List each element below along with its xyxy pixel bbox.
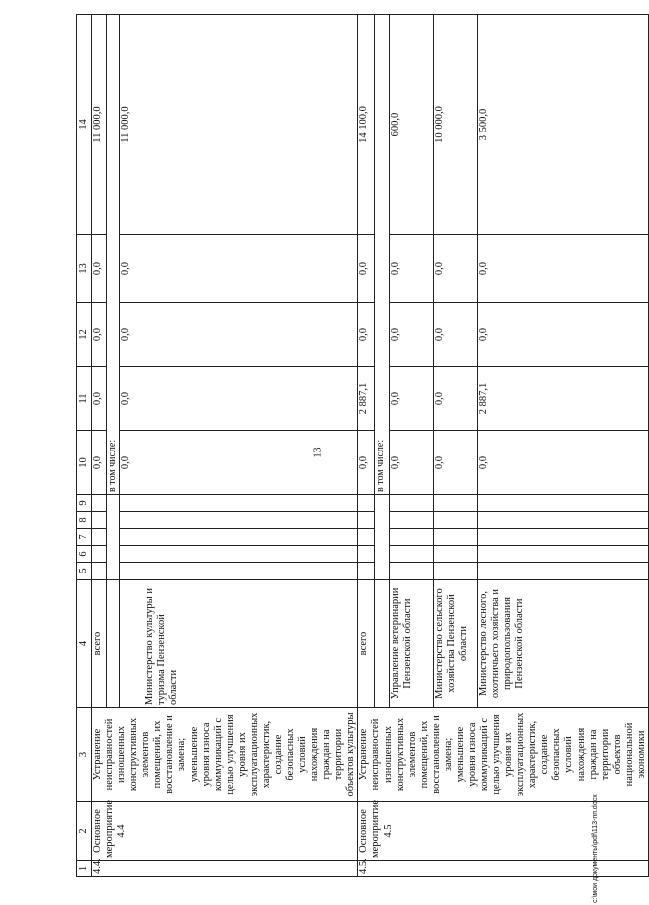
header-cell: 7	[77, 529, 92, 546]
value-c11: 0,0	[119, 367, 357, 431]
value-c14: 3 500,0	[477, 15, 648, 235]
value-c13: 0,0	[433, 235, 477, 303]
total-label: всего	[92, 580, 107, 708]
event-description: Устранение неисправностей изношенных конструктивных элементов помещений, их восстановление и замена; уменьшение уровня износа коммуникаций с целью улучшения уровня их эксплуатационных характеристик, создание безопасных условий нахождения граждан на территории объектов национальной экономики	[358, 708, 649, 802]
empty-cell	[433, 563, 477, 580]
in-that-label: в том числе:	[375, 15, 389, 495]
total-c11: 2 887,1	[358, 367, 375, 431]
empty-cell	[389, 563, 433, 580]
empty-cell	[119, 529, 357, 546]
empty-cell	[375, 580, 389, 708]
empty-cell	[92, 563, 107, 580]
header-cell: 12	[77, 303, 92, 367]
executor-name: Министерство лесного, охотничьего хозяйства и природопользования Пензенской области	[477, 580, 648, 708]
header-cell: 11	[77, 367, 92, 431]
empty-cell	[477, 563, 648, 580]
in-that-label: в том числе:	[107, 15, 120, 495]
empty-cell	[107, 580, 120, 708]
empty-cell	[389, 495, 433, 512]
event-name: Основное мероприятие 4.4	[92, 802, 358, 861]
header-cell: 9	[77, 495, 92, 512]
value-c10: 0,0	[119, 431, 357, 495]
total-c13: 0,0	[92, 235, 107, 303]
empty-cell	[92, 495, 107, 512]
empty-cell	[92, 529, 107, 546]
value-c12: 0,0	[389, 303, 433, 367]
event-description: Устранение неисправностей изношенных конструктивных элементов помещений, их восстановление и замена; уменьшение уровня износа коммуникаций с целью улучшения уровня их эксплуатационных характеристик, создание безопасных условий нахождения граждан на территории объектов культуры	[92, 708, 358, 802]
value-c14: 10 000,0	[433, 15, 477, 235]
header-cell: 1	[77, 861, 92, 877]
value-c14: 11 000,0	[119, 15, 357, 235]
empty-cell	[433, 512, 477, 529]
value-c13: 0,0	[477, 235, 648, 303]
page-number: 13	[312, 447, 324, 458]
value-c13: 0,0	[389, 235, 433, 303]
empty-cell	[119, 563, 357, 580]
empty-cell	[389, 512, 433, 529]
value-c12: 0,0	[433, 303, 477, 367]
event-name: Основное мероприятие 4.5	[358, 802, 649, 861]
value-c11: 0,0	[389, 367, 433, 431]
empty-cell	[358, 512, 375, 529]
header-cell: 13	[77, 235, 92, 303]
executor-name: Министерство сельского хозяйства Пензенской области	[433, 580, 477, 708]
value-c10: 0,0	[389, 431, 433, 495]
empty-cell	[92, 512, 107, 529]
value-c11: 2 887,1	[477, 367, 648, 431]
executor-name: Управление ветеринарии Пензенской области	[389, 580, 433, 708]
value-c12: 0,0	[477, 303, 648, 367]
empty-cell	[433, 495, 477, 512]
total-c11: 0,0	[92, 367, 107, 431]
total-c14: 11 000,0	[92, 15, 107, 235]
header-cell: 5	[77, 563, 92, 580]
section-4-4-total-row	[92, 15, 107, 877]
header-cell: 2	[77, 802, 92, 861]
header-row	[77, 15, 92, 877]
empty-cell	[119, 546, 357, 563]
empty-cell	[92, 546, 107, 563]
empty-cell	[358, 546, 375, 563]
total-c10: 0,0	[358, 431, 375, 495]
section-4-5-total-row	[358, 15, 375, 877]
total-c14: 14 100,0	[358, 15, 375, 235]
empty-cell	[375, 495, 389, 580]
program-table	[76, 14, 649, 877]
total-c13: 0,0	[358, 235, 375, 303]
header-cell: 10	[77, 431, 92, 495]
value-c13: 0,0	[119, 235, 357, 303]
section-number: 4.4.	[92, 861, 358, 877]
empty-cell	[358, 495, 375, 512]
empty-cell	[477, 512, 648, 529]
executor-name: Министерство культуры и туризма Пензенской области	[119, 580, 357, 708]
empty-cell	[119, 495, 357, 512]
empty-cell	[477, 529, 648, 546]
header-cell: 3	[77, 708, 92, 802]
empty-cell	[358, 563, 375, 580]
header-cell: 4	[77, 580, 92, 708]
total-c12: 0,0	[92, 303, 107, 367]
total-c12: 0,0	[358, 303, 375, 367]
footer-path: c:\мои документы\pdf\113-пп.docx	[592, 794, 599, 903]
total-label: всего	[358, 580, 375, 708]
value-c10: 0,0	[477, 431, 648, 495]
value-c10: 0,0	[433, 431, 477, 495]
section-number: 4.5.	[358, 861, 649, 877]
empty-cell	[119, 512, 357, 529]
empty-cell	[389, 546, 433, 563]
empty-cell	[433, 529, 477, 546]
empty-cell	[477, 546, 648, 563]
header-cell: 6	[77, 546, 92, 563]
header-cell: 8	[77, 512, 92, 529]
value-c14: 600,0	[389, 15, 433, 235]
header-cell: 14	[77, 15, 92, 235]
empty-cell	[389, 529, 433, 546]
total-c10: 0,0	[92, 431, 107, 495]
value-c12: 0,0	[119, 303, 357, 367]
value-c11: 0,0	[433, 367, 477, 431]
empty-cell	[433, 546, 477, 563]
empty-cell	[107, 495, 120, 580]
empty-cell	[477, 495, 648, 512]
empty-cell	[358, 529, 375, 546]
